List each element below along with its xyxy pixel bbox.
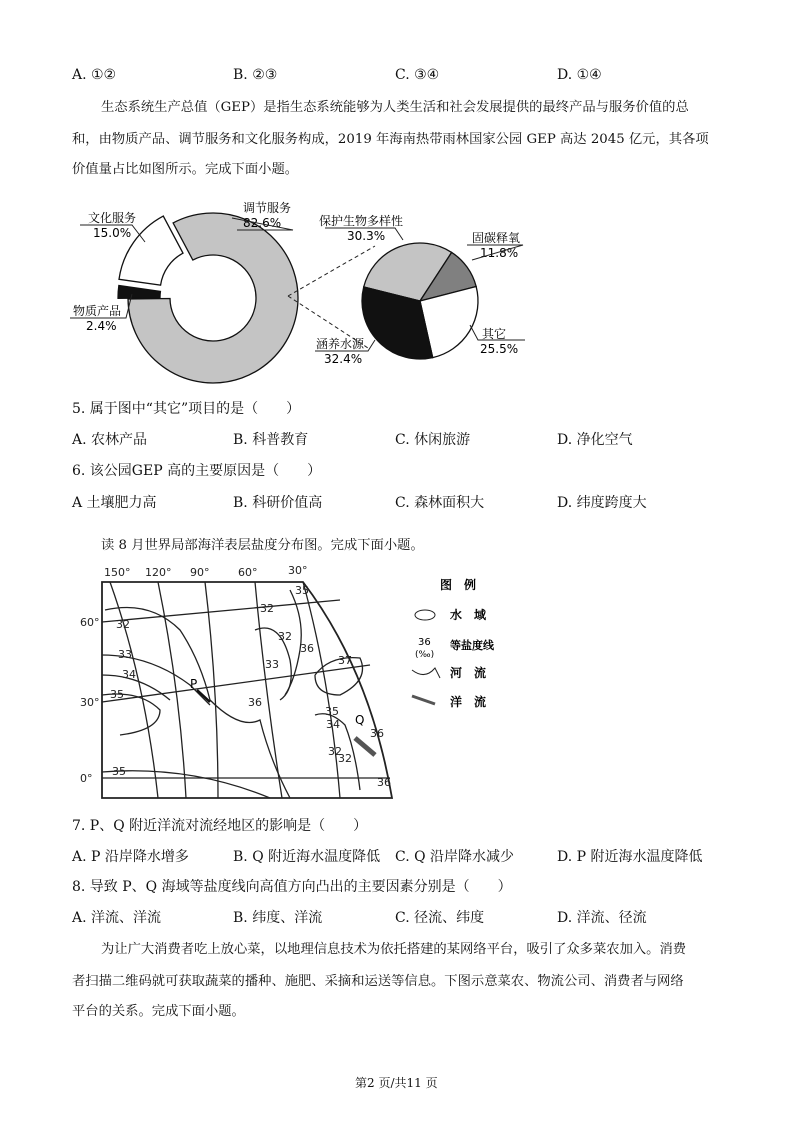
veg-passage-line: 平台的关系。完成下面小题。 (72, 1004, 245, 1019)
point-q: Q (355, 713, 365, 727)
map-legend (412, 577, 495, 709)
gep-passage-line: 生态系统生产总值（GEP）是指生态系统能够为人类生活和社会发展提供的最终产品与服务价值的总 (101, 100, 689, 115)
q7-option-c: C. Q 沿岸降水减少 (395, 849, 515, 865)
q8-option-d: D. 洋流、径流 (557, 910, 647, 926)
connector-line (288, 246, 375, 296)
regulation-pie-chart (362, 243, 478, 359)
label-water: 涵养水源 (316, 337, 365, 351)
q6-option-d: D. 纬度跨度大 (557, 495, 647, 511)
svg-text:36: 36 (300, 642, 314, 655)
map-intro: 读 8 月世界局部海洋表层盐度分布图。完成下面小题。 (101, 538, 424, 553)
river-icon (412, 668, 440, 678)
q7-option-d: D. P 附近海水温度降低 (557, 849, 703, 865)
latitude-labels (80, 616, 100, 785)
q8-option-b: B. 纬度、洋流 (233, 910, 323, 926)
svg-text:30°: 30° (80, 696, 100, 709)
veg-passage-line: 为让广大消费者吃上放心菜，以地理信息技术为依托搭建的某网络平台，吸引了众多菜农加入。消费 (101, 942, 687, 957)
svg-text:35: 35 (295, 584, 309, 597)
point-p: P (190, 677, 198, 691)
svg-text:0°: 0° (80, 772, 93, 785)
label-other: 其它 (482, 327, 507, 341)
q8-stem: 8. 导致 P、Q 海域等盐度线向高值方向凸出的主要因素分别是（ ） (72, 879, 512, 895)
salinity-map (80, 560, 510, 810)
svg-text:水 域: 水 域 (450, 608, 487, 622)
q8-option-c: C. 径流、纬度 (395, 910, 485, 926)
svg-text:36: 36 (418, 637, 431, 648)
label-culture: 文化服务 (88, 211, 137, 225)
svg-text:32: 32 (278, 630, 292, 643)
svg-text:30°: 30° (288, 564, 308, 577)
q5-option-a: A. 农林产品 (72, 432, 148, 448)
gep-donut-chart (118, 213, 298, 383)
current-arrow-q (355, 738, 375, 755)
q7-stem: 7. P、Q 附近洋流对流经地区的影响是（ ） (72, 818, 368, 834)
isoline-labels (110, 584, 391, 789)
svg-text:60°: 60° (80, 616, 100, 629)
q8-option-a: A. 洋流、洋流 (72, 910, 162, 926)
svg-text:36: 36 (377, 776, 391, 789)
value-carbon: 11.8% (480, 246, 519, 260)
q4-option-c: C. ③④ (395, 67, 440, 83)
svg-text:34: 34 (326, 718, 340, 731)
svg-text:32: 32 (328, 745, 342, 758)
q6-option-a: A 土壤肥力高 (72, 495, 157, 511)
q7-option-b: B. Q 附近海水温度降低 (233, 849, 381, 865)
svg-text:32: 32 (338, 752, 352, 765)
svg-text:35: 35 (112, 765, 126, 778)
slice-2 (118, 286, 160, 299)
q5-option-b: B. 科普教育 (233, 432, 309, 448)
q4-option-a: A. ①② (72, 67, 117, 83)
value-water: 32.4% (324, 352, 363, 366)
svg-text:150°: 150° (104, 566, 131, 579)
label-regulation: 调节服务 (243, 201, 292, 215)
svg-text:36: 36 (370, 727, 384, 740)
svg-text:32: 32 (260, 602, 274, 615)
svg-text:洋 流: 洋 流 (450, 695, 487, 709)
svg-text:(‰): (‰) (415, 650, 435, 660)
svg-text:60°: 60° (238, 566, 258, 579)
water-icon (415, 610, 435, 620)
label-carbon: 固碳释氧 (472, 231, 521, 245)
q4-option-b: B. ②③ (233, 67, 278, 83)
svg-text:34: 34 (122, 668, 136, 681)
svg-text:35: 35 (110, 688, 124, 701)
q4-option-d: D. ①④ (557, 67, 602, 83)
svg-text:等盐度线: 等盐度线 (450, 639, 494, 652)
q7-option-a: A. P 沿岸降水增多 (72, 849, 189, 865)
svg-text:90°: 90° (190, 566, 210, 579)
veg-passage-line: 者扫描二维码就可获取蔬菜的播种、施肥、采摘和运送等信息。下图示意菜农、物流公司、消费者与网络 (72, 974, 684, 989)
q6-stem: 6. 该公园GEP 高的主要原因是（ ） (72, 463, 322, 479)
current-icon (412, 696, 435, 704)
value-material: 2.4% (86, 319, 117, 333)
svg-text:33: 33 (265, 658, 279, 671)
svg-text:32: 32 (116, 618, 130, 631)
svg-text:35: 35 (325, 705, 339, 718)
svg-text:河 流: 河 流 (450, 666, 487, 680)
q5-option-d: D. 净化空气 (557, 432, 633, 448)
svg-text:37: 37 (338, 654, 352, 667)
q5-stem: 5. 属于图中“其它”项目的是（ ） (72, 401, 301, 417)
value-biodiversity: 30.3% (347, 229, 386, 243)
value-other: 25.5% (480, 342, 519, 356)
q6-option-c: C. 森林面积大 (395, 495, 485, 511)
page-footer: 第2 页/共11 页 (355, 1076, 438, 1090)
label-material: 物质产品 (73, 304, 122, 318)
svg-text:图 例: 图 例 (440, 578, 477, 592)
gep-passage-line: 和，由物质产品、调节服务和文化服务构成，2019 年海南热带雨林国家公园 GEP 高达 2045 亿元，其各项 (72, 132, 709, 147)
svg-text:120°: 120° (145, 566, 172, 579)
value-regulation: 82.6% (243, 216, 282, 230)
q6-option-b: B. 科研价值高 (233, 495, 323, 511)
svg-text:33: 33 (118, 648, 132, 661)
svg-text:36: 36 (248, 696, 262, 709)
gep-charts (0, 190, 793, 390)
gep-passage-line: 价值量占比如图所示。完成下面小题。 (72, 162, 299, 177)
value-culture: 15.0% (93, 226, 132, 240)
label-biodiversity: 保护生物多样性 (319, 214, 404, 228)
longitude-labels (104, 564, 308, 579)
q5-option-c: C. 休闲旅游 (395, 432, 471, 448)
